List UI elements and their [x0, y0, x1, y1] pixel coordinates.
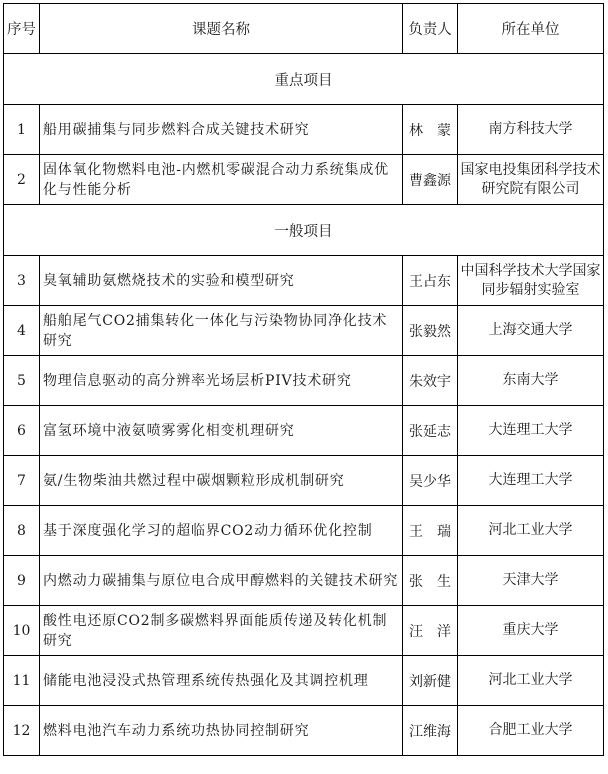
- row-unit: 上海交通大学: [458, 306, 604, 356]
- row-leader: 曹鑫源: [403, 155, 458, 205]
- row-title: 固体氧化物燃料电池-内燃机零碳混合动力系统集成优化与性能分析: [40, 155, 403, 205]
- table-row: [4, 656, 604, 706]
- row-num: 4: [4, 306, 40, 356]
- row-leader: 张毅然: [403, 306, 458, 356]
- table-row: [4, 306, 604, 356]
- row-num: 12: [4, 706, 40, 756]
- row-num: 1: [4, 105, 40, 155]
- row-num: 9: [4, 556, 40, 606]
- row-unit: 合肥工业大学: [458, 706, 604, 756]
- header-title: 课题名称: [40, 4, 403, 54]
- table-row: [4, 556, 604, 606]
- row-leader: 张延志: [403, 406, 458, 456]
- row-num: 6: [4, 406, 40, 456]
- table-row: [4, 606, 604, 656]
- row-unit: 重庆大学: [458, 606, 604, 656]
- table-row: [4, 506, 604, 556]
- row-num: 7: [4, 456, 40, 506]
- row-title: 富氢环境中液氨喷雾雾化相变机理研究: [40, 406, 403, 456]
- row-leader: 江维海: [403, 706, 458, 756]
- row-unit: 东南大学: [458, 356, 604, 406]
- row-unit: 南方科技大学: [458, 105, 604, 155]
- row-num: 11: [4, 656, 40, 706]
- row-title: 基于深度强化学习的超临界CO2动力循环优化控制: [40, 506, 403, 556]
- row-leader: 王占东: [403, 256, 458, 306]
- project-table: [3, 3, 604, 756]
- table-row: [4, 105, 604, 155]
- row-unit: 河北工业大学: [458, 506, 604, 556]
- header-leader: 负责人: [403, 4, 458, 54]
- row-unit: 国家电投集团科学技术研究院有限公司: [458, 155, 604, 205]
- row-title: 船用碳捕集与同步燃料合成关键技术研究: [40, 105, 403, 155]
- row-title: 燃料电池汽车动力系统功热协同控制研究: [40, 706, 403, 756]
- row-num: 2: [4, 155, 40, 205]
- row-title: 储能电池浸没式热管理系统传热强化及其调控机理: [40, 656, 403, 706]
- header-num: 序号: [4, 4, 40, 54]
- row-unit: 中国科学技术大学国家同步辐射实验室: [458, 256, 604, 306]
- row-unit: 大连理工大学: [458, 456, 604, 506]
- table-row: [4, 706, 604, 756]
- row-title: 船舶尾气CO2捕集转化一体化与污染物协同净化技术研究: [40, 306, 403, 356]
- row-title: 臭氧辅助氨燃烧技术的实验和模型研究: [40, 256, 403, 306]
- row-title: 内燃动力碳捕集与原位电合成甲醇燃料的关键技术研究: [40, 556, 403, 606]
- row-title: 酸性电还原CO2制多碳燃料界面能质传递及转化机制研究: [40, 606, 403, 656]
- row-num: 10: [4, 606, 40, 656]
- table-row: [4, 256, 604, 306]
- section-row: [4, 54, 604, 105]
- section-row: [4, 205, 604, 256]
- row-leader: 王 瑞: [403, 506, 458, 556]
- row-leader: 林 蒙: [403, 105, 458, 155]
- section-label-general: 一般项目: [4, 205, 604, 256]
- header-row: [4, 4, 604, 54]
- table-row: [4, 356, 604, 406]
- row-unit: 天津大学: [458, 556, 604, 606]
- table-row: [4, 155, 604, 205]
- row-num: 5: [4, 356, 40, 406]
- row-leader: 张 生: [403, 556, 458, 606]
- row-title: 氨/生物柴油共燃过程中碳烟颗粒形成机制研究: [40, 456, 403, 506]
- row-num: 8: [4, 506, 40, 556]
- section-label-key: 重点项目: [4, 54, 604, 105]
- table-row: [4, 406, 604, 456]
- header-unit: 所在单位: [458, 4, 604, 54]
- row-leader: 吴少华: [403, 456, 458, 506]
- row-unit: 大连理工大学: [458, 406, 604, 456]
- row-leader: 朱效宇: [403, 356, 458, 406]
- row-title: 物理信息驱动的高分辨率光场层析PIV技术研究: [40, 356, 403, 406]
- row-unit: 河北工业大学: [458, 656, 604, 706]
- row-leader: 刘新健: [403, 656, 458, 706]
- row-leader: 汪 洋: [403, 606, 458, 656]
- table-row: [4, 456, 604, 506]
- row-num: 3: [4, 256, 40, 306]
